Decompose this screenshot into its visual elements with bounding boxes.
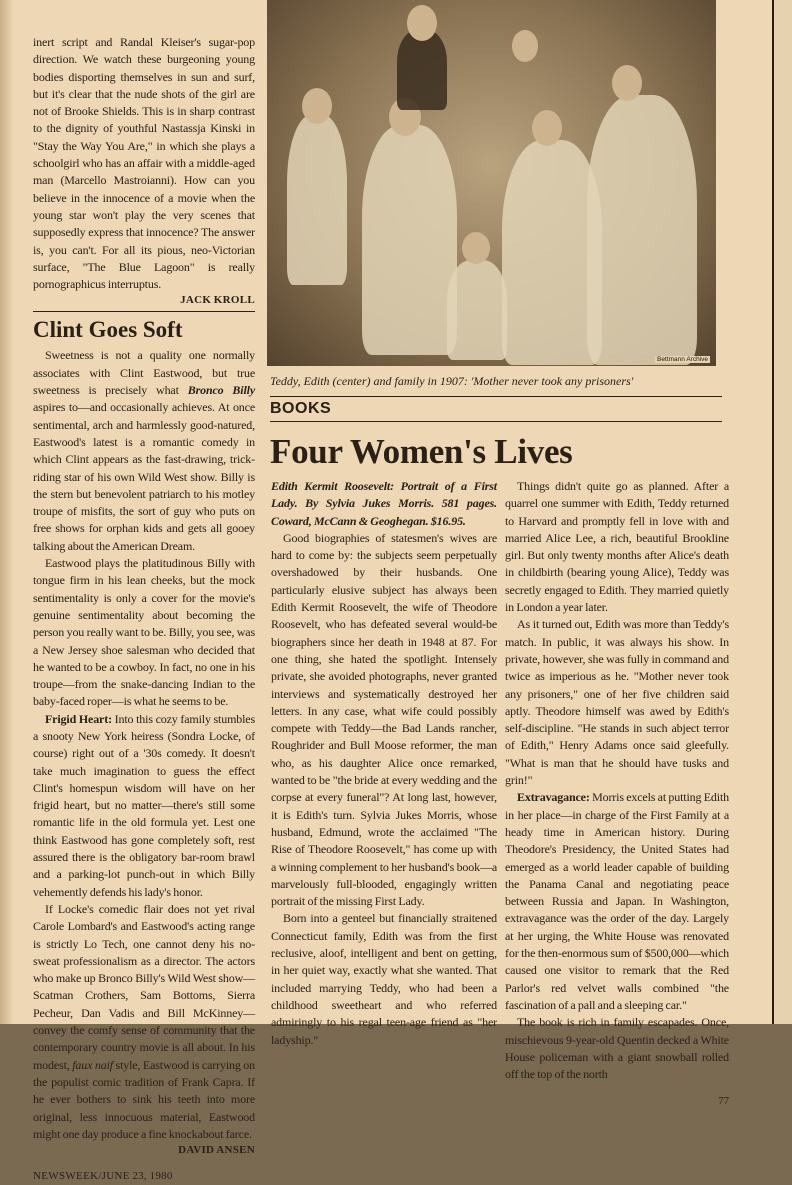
figure-head [407, 5, 437, 41]
paragraph [33, 711, 255, 901]
figure [287, 115, 347, 285]
paragraph [33, 347, 255, 555]
divider [270, 421, 722, 422]
divider [270, 396, 722, 397]
figure [587, 95, 697, 365]
paragraph: The book is rich in family escapades. Once, mischievous 9-year-old Quentin decked a White House policeman with a giant snowball rolled off the top of the north [505, 1015, 729, 1082]
text: Into this cozy family stumbles a snooty New York heiress (Sondra Locke, of course) right out of a '30s comedy. It doesn't take much imagination to guess the effect Clint's homespun wisdom will have on her frigid heart, but no matter—there's still some romantic life in the old formula yet. Lest one think Eastwood has gone completely soft, rest assured there is the obligatory bar-room brawl and a parking-lot punch-out in which Billy vehemently defends his lady's honor. [33, 711, 255, 899]
text: Sweetness is not a quality one normally associates with Clint Eastwood, but true sweetness is precisely what [33, 348, 255, 398]
film-title: Bronco Billy [187, 383, 255, 398]
figure [362, 125, 457, 355]
subhead: Extravagance: [517, 790, 590, 805]
footer-publication: NEWSWEEK/JUNE 23, 1980 [33, 1170, 173, 1183]
paragraph: Eastwood plays the platitudinous Billy with tongue firm in his lean cheeks, but the mock sentimentality is only a cover for the movie's genuine sentimentality about becoming the person you really want to be. Billy, you see, was a New Jersey shoe salesman who decided that he wanted to be a cowboy. In fact, no one in his troupe—from the snake-dancing Indian to the baby-faced roper—is what he seems to be. [33, 556, 255, 709]
left-column [33, 34, 255, 1185]
figure [447, 260, 507, 360]
text: If Locke's comedic flair does not yet rival Carole Lombard's and Eastwood's acting range is strictly Lo Tech, one cannot deny his no-sweat professionalism as a director. The actors who make up Bronco Billy's Wild West show—Scatman Crothers, Sam Bottoms, Sierra Pecheur, Dan Vadis and Bill McKinney—convey the comfy sense of community that the contemporary country movie is all about. In his modest, [33, 901, 255, 1072]
page-shadow [0, 0, 14, 1024]
figure-head [612, 65, 642, 101]
figure-head [532, 110, 562, 146]
photo-credit: Bettmann Archive [657, 356, 708, 363]
text: Morris excels at putting Edith in her place—in charge of the First Family at a heady time in American history. During Theodore's Presidency, the United States had emerged as a world leader capable of building the Panama Canal and negotiating peace between Russia and Japan. In Washington, extravagance was the order of the day. Largely at her urging, the White House was renovated for the then-enormous sum of $500,000—which caused one visitor to remark that the Red Parlor's red velvet walls combined "the fascination of a pall and a sleeping car." [505, 790, 729, 1012]
paragraph: Things didn't quite go as planned. After a quarrel one summer with Edith, Teddy returned to Harvard and promptly fell in love with and married Alice Lee, a rich, beautiful Brookline girl. But only twenty months after Alice's death in childbirth (bearing young Alice), Teddy was secretly engaged to Edith. They married quietly in London a year later. [505, 479, 729, 615]
article-title: Four Women's Lives [270, 432, 573, 471]
page-edge [772, 0, 792, 1024]
byline-jack-kroll: JACK KROLL [180, 294, 255, 307]
paragraph [33, 901, 255, 1143]
figure-head [302, 88, 332, 124]
review-title: Clint Goes Soft [33, 317, 183, 343]
paragraph [505, 789, 729, 1014]
section-label: BOOKS [270, 400, 332, 417]
subhead: Frigid Heart: [45, 711, 112, 726]
continued-text: inert script and Randal Kleiser's sugar-pop direction. We watch these burgeoning young bodies disporting themselves in sun and surf, but it's clear that the nude shots of the girl are not of Brooke Shields. This is in sharp contrast to the dignity of youthful Nastassja Kinski in "Stay the Way You Are," in which she plays a schoolgirl who has an affair with a middle-aged man (Marcello Mastroianni). How can you believe in the innocence of a movie when the young star won't play the very scenes that supposedly express that innocence? The answer is, you can't. For all its pious, neo-Victorian surface, "The Blue Lagoon" is really pornographicus interruptus. [33, 35, 255, 292]
figure-head [462, 232, 490, 264]
figure [397, 30, 447, 110]
divider [33, 311, 255, 312]
text: aspires to—and occasionally achieves. At once sentimental, arch and harmlessly good-natured, Eastwood's latest is a romantic comedy in which Clint appears as the fast-drawing, trick-riding star of his own Wild West show. Billy is the stern but benevolent patriarch to his motley troupe of misfits, the sort of guy who puts on free shows for orphan kids and gets all gooey talking about the American Dream. [33, 400, 255, 553]
byline-david-ansen: DAVID ANSEN [178, 1144, 255, 1157]
page-number: 77 [718, 1095, 729, 1108]
article-column-1 [271, 478, 497, 1049]
figure-head [512, 30, 538, 62]
paragraph: As it turned out, Edith was more than Teddy's match. In public, it was always his show. In private, however, she was fully in command and twice as imperious as he. "Mother never took any prisoners," one of her five children said aptly. Theodore himself was awed by Edith's self-discipline. "He stands in such abject terror of Edith," Henry Adams once said gleefully. "What is man that he should have tusks and grin!" [505, 617, 729, 788]
book-info: Edith Kermit Roosevelt: Portrait of a First Lady. By Sylvia Jukes Morris. 581 pages. Coward, McCann & Geoghegan. $16.95. [271, 479, 497, 528]
article-column-2 [505, 478, 729, 1111]
family-photo [267, 0, 716, 366]
text: style, Eastwood is carrying on the populist comic tradition of Frank Capra. If he ever bothers to sink his teeth into more original, less innocuous material, Eastwood might one day produce a fine knockabout farce. [33, 1057, 256, 1141]
italic-text: faux naif [72, 1057, 113, 1072]
photo-caption: Teddy, Edith (center) and family in 1907: 'Mother never took any prisoners' [270, 374, 634, 388]
paragraph: Born into a genteel but financially straitened Connecticut family, Edith was from the first reclusive, aloof, intelligent and bent on getting, in her quiet way, exactly what she wanted. That included marrying Teddy, who had been a childhood sweetheart and who referred admiringly to his regal teen-age friend as "her ladyship." [271, 911, 497, 1047]
paragraph: Good biographies of statesmen's wives are hard to come by: the subjects seem perpetually overshadowed by their husbands. One particularly elusive subject has always been Edith Kermit Roosevelt, the wife of Theodore Roosevelt, who has defeated several would-be biographers since her death in 1948 at 87. For one thing, she hated the spotlight. Intensely private, she avoided photographs, never granted interviews and systematically destroyed her letters. In any case, what wife could possibly compete with Teddy—the Bad Lands rancher, Roughrider and Bull Moose reformer, the man who, as his daughter Alice once remarked, wanted to be "the bride at every wedding and the corpse at every funeral"? At long last, however, it is Edith's turn. Sylvia Jukes Morris, whose husband, Edmund, wrote the acclaimed "The Rise of Theodore Roosevelt," has come up with a winning complement to her husband's book—a marvelously full-blooded, engagingly written portrait of the missing First Lady. [271, 530, 497, 909]
